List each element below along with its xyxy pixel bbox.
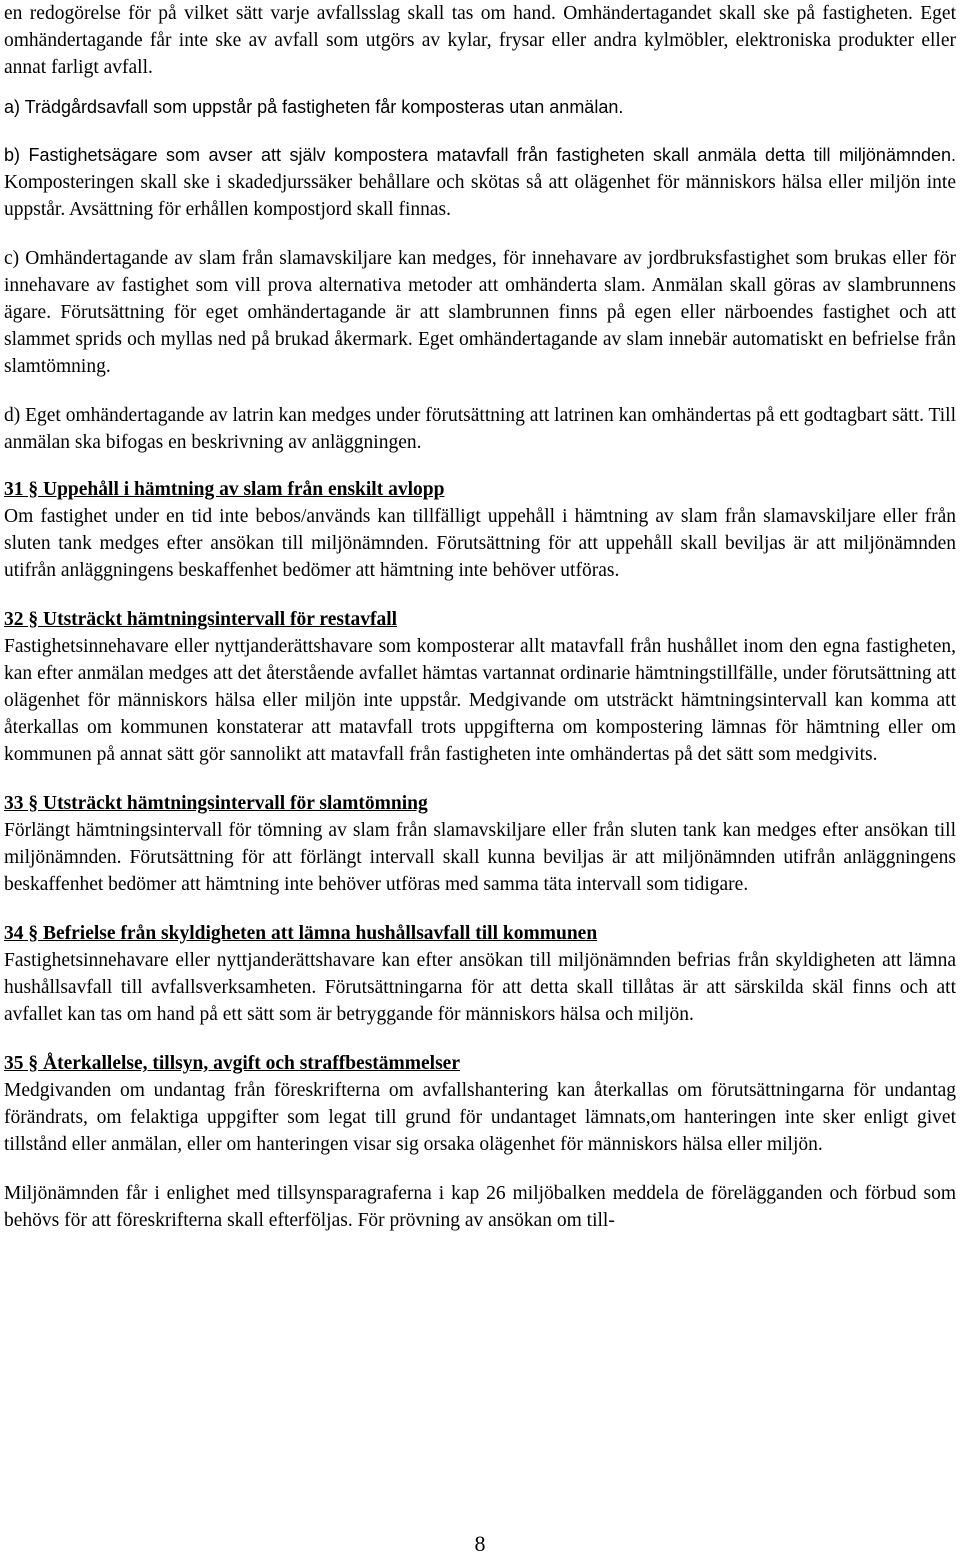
section-heading: 32 § Utsträckt hämtningsintervall för restavfall (4, 609, 398, 630)
section-text: Fastighetsinnehavare eller nyttjanderättshavare kan efter ansökan till miljönämnden befrias från skyldigheten att lämna hushållsavfall till avfallsverksamheten. Förutsättningarna för att detta skall tillåtas är att särskilda skäl finns och att avfallet kan tas om hand på ett sätt som är betryggande för människors hälsa och miljön. (4, 950, 956, 1025)
closing-paragraph: Miljönämnden får i enlighet med tillsynsparagraferna i kap 26 miljöbalken meddela de förelägganden och förbud som behövs för att föreskrifterna skall efterföljas. För prövning av ansökan om till- (4, 1183, 956, 1231)
item-b-rest: Komposteringen skall ske i skadedjurssäker behållare och skötas så att olägenhet för människors hälsa eller miljön inte uppstår. Avsättning för erhållen kompostjord skall finnas. (4, 172, 956, 220)
section-34 (4, 920, 956, 1028)
section-35 (4, 1050, 956, 1158)
section-31 (4, 476, 956, 584)
section-text: Om fastighet under en tid inte bebos/används kan tillfälligt uppehåll i hämtning av slam från slamavskiljare eller från sluten tank medges efter ansökan till miljönämnden. Förutsättning för att uppehåll skall beviljas är att miljönämnden utifrån anläggningens beskaffenhet bedömer att hämtning inte behöver utföras. (4, 506, 956, 581)
section-text: Medgivanden om undantag från föreskrifterna om avfallshantering kan återkallas om förutsättningarna för undantag förändrats, om felaktiga uppgifter som legat till grund för undantaget lämnats,om hanteringen inte sker enligt givet tillstånd eller anmälan, eller om hanteringen visar sig orsaka olägenhet för människors hälsa eller miljön. (4, 1080, 956, 1155)
item-c: c) Omhändertagande av slam från slamavskiljare kan medges, för innehavare av jordbruksfastighet som brukas eller för innehavare av fastighet som vill prova alternativa metoder att omhänderta slam. Anmälan skall göras av slambrunnens ägare. Förutsättning för eget omhändertagande är att slambrunnen finns på egen eller närboendes fastighet och att slammet sprids och myllas ned på brukad åkermark. Eget omhändertagande av slam innebär automatiskt en befrielse från slamtömning. (4, 248, 956, 377)
document-page (4, 0, 956, 1234)
section-heading: 33 § Utsträckt hämtningsintervall för slamtömning (4, 793, 428, 814)
section-heading: 31 § Uppehåll i hämtning av slam från enskilt avlopp (4, 479, 445, 500)
section-heading: 34 § Befrielse från skyldigheten att lämna hushållsavfall till kommunen (4, 923, 598, 944)
section-text: Förlängt hämtningsintervall för tömning av slam från slamavskiljare eller från sluten tank kan medges efter ansökan till miljönämnden. Förutsättning för att förlängt intervall skall kunna beviljas är att miljönämnden utifrån anläggningens beskaffenhet bedömer att hämtning inte behöver utföras med samma täta intervall som tidigare. (4, 820, 956, 895)
item-b (4, 142, 956, 223)
item-d: d) Eget omhändertagande av latrin kan medges under förutsättning att latrinen kan omhändertas på ett godtagbart sätt. Till anmälan ska bifogas en beskrivning av anläggningen. (4, 405, 956, 453)
item-b-lead: b) Fastighetsägare som avser att själv kompostera matavfall från fastigheten skall anmäla detta till miljönämnden. (4, 145, 956, 165)
item-a: a) Trädgårdsavfall som uppstår på fastigheten får komposteras utan anmälan. (4, 97, 624, 117)
section-text: Fastighetsinnehavare eller nyttjanderättshavare som komposterar allt matavfall från hushållet inom den egna fastigheten, kan efter anmälan medges att det återstående avfallet hämtas vartannat ordinarie hämtningstillfälle, under förutsättning att olägenhet för människors hälsa eller miljön inte uppstår. Medgivande om utsträckt hämtningsintervall kan komma att återkallas om kommunen konstaterar att matavfall trots uppgifterna om kompostering lämnas för hämtning eller om kommunen på annat sätt gör sannolikt att matavfall från fastigheten inte omhändertas på det sätt som medgivits. (4, 636, 956, 765)
section-33 (4, 790, 956, 898)
intro-paragraph: en redogörelse för på vilket sätt varje avfallsslag skall tas om hand. Omhändertagandet skall ske på fastigheten. Eget omhändertagande får inte ske av avfall som utgörs av kylar, frysar eller andra kylmöbler, elektroniska produkter eller annat farligt avfall. (4, 3, 956, 78)
section-32 (4, 606, 956, 768)
section-heading: 35 § Återkallelse, tillsyn, avgift och straffbestämmelser (4, 1053, 460, 1074)
page-number: 8 (474, 1531, 486, 1556)
